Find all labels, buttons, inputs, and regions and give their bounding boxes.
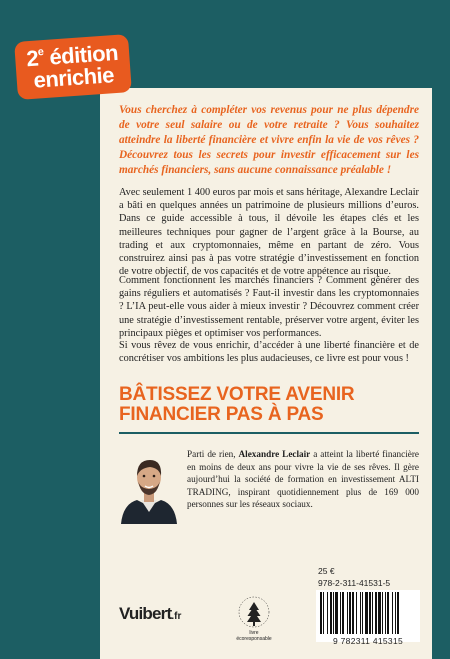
publisher-logo: Vuibert.fr [119,604,182,623]
right-cover-strip [432,0,450,659]
barcode-digits: 9 782311 415315 [332,636,404,646]
author-bio: Parti de rien, Alexandre Leclair a atteint la liberté financière en moins de deux ans pour vivre la vie de ses rêves. Il gère aujourd’hui la société de formation en investissement ALTI TRADING, inspirant quotidiennement plus de 169 000 personnes sur les réseaux sociaux. [187,449,419,510]
barcode-bar [378,592,381,634]
eco-label-text: livre écoresponsable [236,630,272,642]
barcode-bar [375,592,377,634]
barcode-bar [392,592,393,634]
barcode-bar [323,592,324,634]
barcode-bar [362,592,363,634]
eco-responsible-book-icon [232,590,276,634]
barcode-bar [372,592,373,634]
barcode-bar [342,592,344,634]
edition-badge [14,34,132,100]
headline [119,385,419,425]
headline-line1: BÂTISSEZ VOTRE AVENIR [119,384,355,405]
edition-badge-line1: 2e édition [25,39,119,72]
barcode-bar [382,592,383,634]
barcode-bar [340,592,341,634]
barcode-bar [385,592,386,634]
barcode-bar [369,592,371,634]
barcode-bar [352,592,354,634]
barcode-bar [387,592,389,634]
barcode-bar [330,592,332,634]
author-name: Alexandre Leclair [238,449,311,459]
barcode-bar [335,592,338,634]
body-paragraph-2: Comment fonctionnent les marchés financiers ? Comment générer des gains réguliers et automatisés ? Faut-il investir dans les cryptomonnaies ? L’IA peut-elle vous aider à mieux investir ? Découvrez comment créer une stratégie d’investissement rentable, préserver votre argent, éviter les principaux pièges et optimiser vos performances. [119,275,419,339]
isbn: 978-2-311-41531-5 [318,578,391,588]
barcode-bar [333,592,334,634]
headline-line2: FINANCIER PAS À PAS [119,404,324,425]
barcode-bar [365,592,368,634]
body-paragraph-3: Si vous rêvez de vous enrichir, d’accéder à une liberté financière et de concrétiser vos ambitions les plus audacieuses, ce livre est pour vous ! [119,340,419,365]
intro-blurb: Vous cherchez à compléter vos revenus pour ne plus dépendre de votre seul salaire ou de votre retraite ? Vous souhaitez atteindre la liberté financière et vivre enfin la vie de vos rêves ? Découvrez tous les secrets pour investir efficacement sur les marchés financiers, sans aucune connaissance préalable ! [119,104,419,176]
left-cover-band [0,0,100,659]
headline-divider [119,432,419,434]
barcode-bar [360,592,361,634]
body-paragraph-1: Avec seulement 1 400 euros par mois et sans héritage, Alexandre Leclair a bâti en quelques années un patrimoine de plusieurs millions d’euros. Dans ce guide accessible à tous, il dévoile les étapes clés et les meilleures techniques pour gagner de l’argent grâce à la Bourse, au trading et aux cryptomonnaies, même en partant de zéro. Vous construirez ainsi pas à pas votre stratégie d’investissement en fonction de votre objectif, de vos capacités et de votre appétence au risque. [119,187,419,278]
barcode-bar [320,592,322,634]
barcode-bar [397,592,399,634]
barcode-bar [395,592,396,634]
barcode-bar [356,592,357,634]
edition-badge-line2: enrichie [32,62,115,93]
barcode-bar [347,592,348,634]
price: 25 € [318,566,335,576]
barcode-bar [349,592,351,634]
barcode-bar [327,592,328,634]
author-photo [119,446,179,524]
barcode [316,590,420,642]
